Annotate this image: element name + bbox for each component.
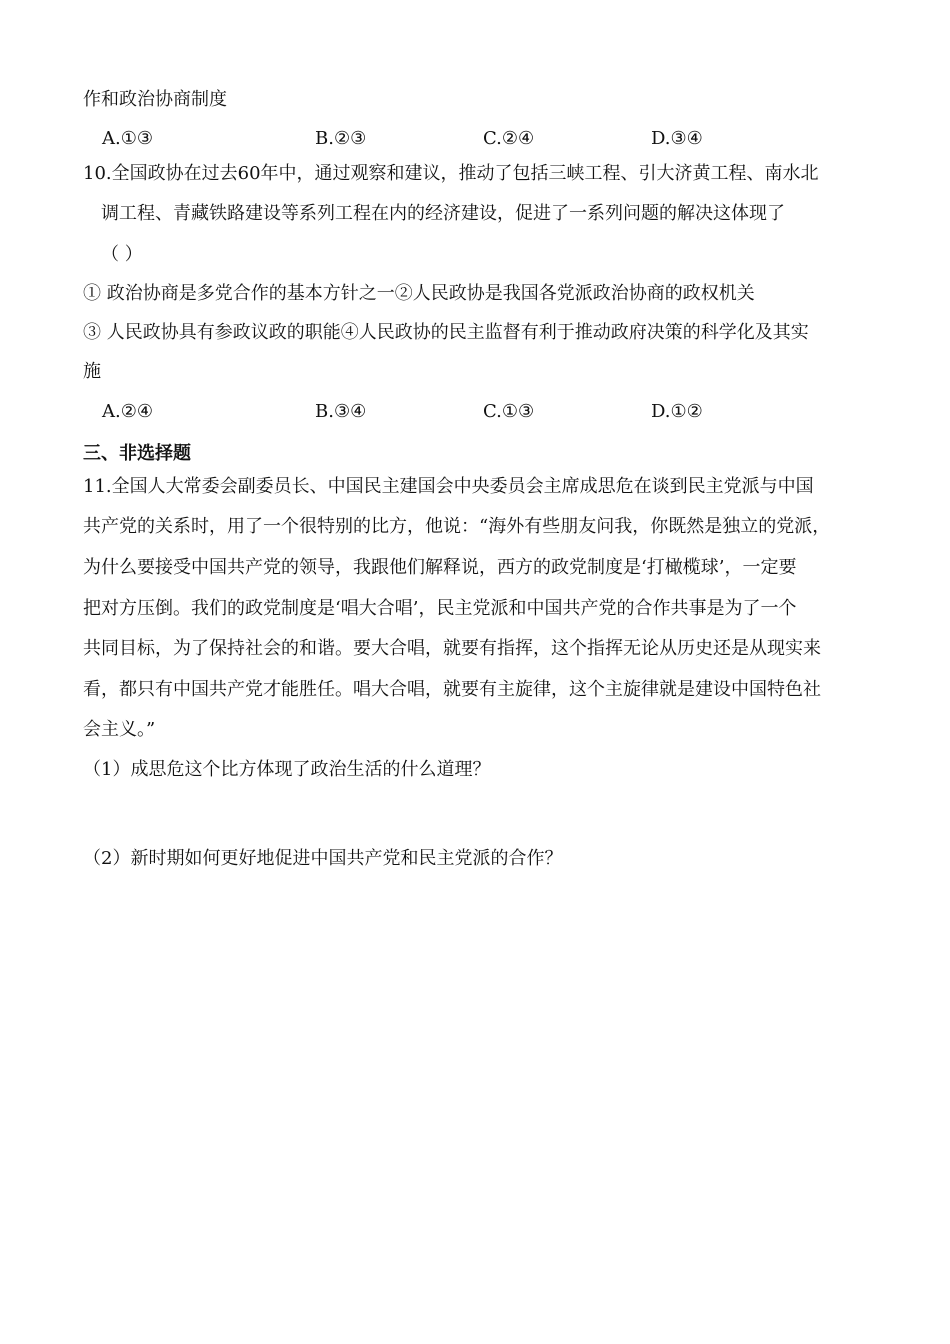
- q10-stem-line-2: 调工程、青藏铁路建设等系列工程在内的经济建设，促进了一系列问题的解决这体现了: [101, 203, 785, 224]
- q9-option-b: B.②③: [315, 128, 367, 149]
- q10-options: [102, 401, 862, 421]
- q11-stem-line: 看，都只有中国共产党才能胜任。唱大合唱，就要有主旋律，这个主旋律就是建设中国特色社: [83, 679, 821, 700]
- section-3-heading: 三、非选择题: [83, 443, 191, 464]
- q10-statement-line-3: 施: [83, 361, 101, 382]
- q11-stem-line: 会主义。”: [83, 719, 156, 740]
- q9-options: [102, 128, 862, 148]
- q11-stem-line: 共同目标，为了保持社会的和谐。要大合唱，就要有指挥，这个指挥无论从历史还是从现实来: [83, 638, 821, 659]
- q11-subquestion-1: （1）成思危这个比方体现了政治生活的什么道理？: [83, 759, 491, 780]
- q10-statement-line-1: ① 政治协商是多党合作的基本方针之一②人民政协是我国各党派政治协商的政权机关: [83, 283, 755, 304]
- q10-option-a: A.②④: [102, 401, 153, 422]
- q9-option-a: A.①③: [102, 128, 153, 149]
- q9-stem-tail: 作和政治协商制度: [83, 89, 227, 110]
- q11-stem-line: 共产党的关系时，用了一个很特别的比方，他说：“海外有些朋友问我，你既然是独立的党派，: [83, 516, 831, 537]
- q10-option-c: C.①③: [483, 401, 535, 422]
- q9-option-d: D.③④: [651, 128, 703, 149]
- q10-stem-line-1: 10.全国政协在过去60年中，通过观察和建议，推动了包括三峡工程、引大济黄工程、南水北: [83, 163, 819, 184]
- q11-stem-line: 为什么要接受中国共产党的领导，我跟他们解释说，西方的政党制度是‘打橄榄球’，一定要: [83, 557, 797, 578]
- q10-statement-line-2: ③ 人民政协具有参政议政的职能④人民政协的民主监督有利于推动政府决策的科学化及其实: [83, 322, 809, 343]
- q11-stem-line: 11.全国人大常委会副委员长、中国民主建国会中央委员会主席成思危在谈到民主党派与中国: [83, 476, 814, 497]
- q11-stem-line: 把对方压倒。我们的政党制度是‘唱大合唱’，民主党派和中国共产党的合作共事是为了一个: [83, 598, 797, 619]
- q10-option-b: B.③④: [315, 401, 367, 422]
- q11-subquestion-2: （2）新时期如何更好地促进中国共产党和民主党派的合作？: [83, 848, 563, 869]
- q10-answer-blank: （ ）: [101, 244, 143, 265]
- q9-option-c: C.②④: [483, 128, 535, 149]
- q10-option-d: D.①②: [651, 401, 703, 422]
